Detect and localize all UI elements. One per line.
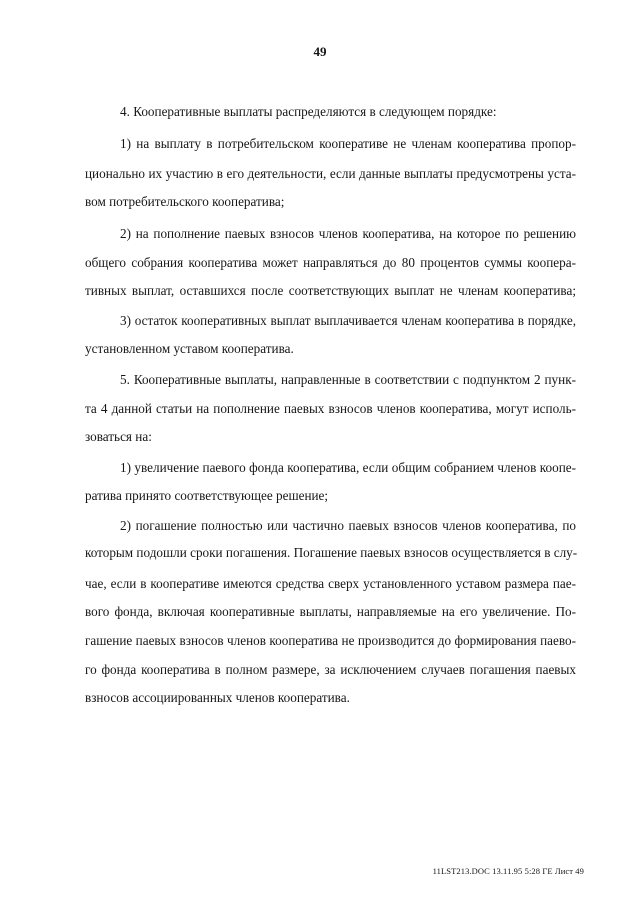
text-line: ционально их участию в его деятельности, если данные выплаты предусмотрены уста- <box>85 166 576 181</box>
text-line: зоваться на: <box>85 429 152 444</box>
text-line: 1) увеличение паевого фонда кооператива, если общим собранием членов коопе- <box>120 460 576 475</box>
text-line: установленном уставом кооператива. <box>85 341 294 356</box>
text-line: ратива принято соответствующее решение; <box>85 488 329 503</box>
text-line: которым подошли сроки погашения. Погашение паевых взносов осуществляется в слу- <box>85 545 578 560</box>
text-line: 2) погашение полностью или частично паевых взносов членов кооператива, по <box>120 518 576 533</box>
text-line: взносов ассоциированных членов кооператива. <box>85 690 350 705</box>
text-line: вом потребительского кооператива; <box>85 194 285 209</box>
text-line: та 4 данной статьи на пополнение паевых взносов членов кооператива, могут исполь- <box>85 401 576 416</box>
page-number: 49 <box>313 44 327 59</box>
text-line: гашение паевых взносов членов кооператива не производится до формирования паево- <box>85 633 576 648</box>
text-line: 4. Кооперативные выплаты распределяются в следующем порядке: <box>120 104 497 119</box>
text-line: го фонда кооператива в полном размере, за исключением случаев погашения паевых <box>85 662 576 677</box>
text-line: вого фонда, включая кооперативные выплаты, направляемые на его увеличение. По- <box>85 604 576 619</box>
text-line: тивных выплат, оставшихся после соответствующих выплат не членам кооператива; <box>85 283 576 298</box>
text-line: 3) остаток кооперативных выплат выплачивается членам кооператива в порядке, <box>120 313 576 328</box>
text-line: 1) на выплату в потребительском кооперативе не членам кооператива пропор- <box>120 136 576 151</box>
text-line: 2) на пополнение паевых взносов членов кооператива, на которое по решению <box>120 226 576 241</box>
document-footer: 11LST213.DOC 13.11.95 5:28 ГЕ Лист 49 <box>432 866 584 876</box>
text-line: общего собрания кооператива может направляться до 80 процентов суммы коопера- <box>85 255 576 270</box>
text-line: 5. Кооперативные выплаты, направленные в соответствии с подпунктом 2 пунк- <box>120 372 576 387</box>
text-line: чае, если в кооперативе имеются средства сверх установленного уставом размера пае- <box>85 576 576 591</box>
